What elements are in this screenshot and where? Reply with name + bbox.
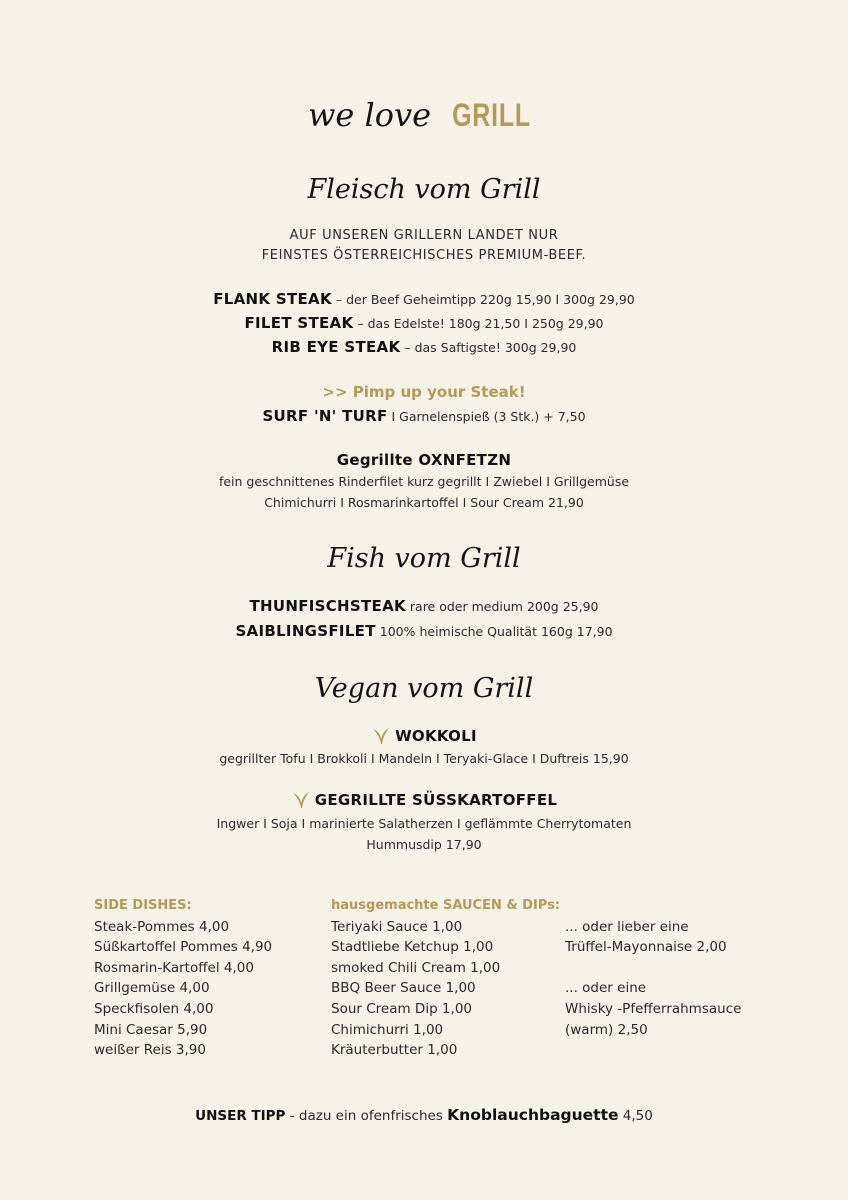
suesskartoffel-desc-line1: Ingwer I Soja I marinierte Salatherzen I geflämmte Cherrytomaten [216, 816, 632, 831]
saucen-heading: hausgemachte SAUCEN & DIPs: [331, 898, 561, 913]
section-heading-fish: Fish vom Grill [327, 543, 521, 574]
title-accent: GRILL [452, 97, 532, 133]
list-item: BBQ Beer Sauce 1,00 [331, 980, 476, 997]
menu-item-thunfischsteak [0, 597, 848, 615]
list-item: Sour Cream Dip 1,00 [331, 1000, 472, 1017]
list-item: Stadtliebe Ketchup 1,00 [331, 939, 494, 956]
page-title [308, 96, 542, 134]
leaf-icon [291, 790, 311, 813]
fleisch-intro [0, 226, 848, 266]
tipp-text: - dazu ein ofenfrisches [285, 1108, 448, 1124]
list-item: Whisky -Pfefferrahmsauce [565, 1000, 742, 1017]
list-item: (warm) 2,50 [565, 1021, 648, 1038]
item-name: SAIBLINGSFILET [235, 622, 376, 640]
item-desc: rare oder medium 200g 25,90 [409, 599, 599, 614]
item-name: RIB EYE STEAK [271, 338, 401, 356]
menu-item-saiblingsfilet [0, 622, 848, 640]
menu-item-wokkoli [0, 726, 848, 749]
section-heading-fleisch: Fleisch vom Grill [307, 174, 541, 205]
tipp-item: Knoblauchbaguette [447, 1106, 619, 1124]
side-dishes-heading: SIDE DISHES: [94, 898, 192, 913]
list-item: Speckfisolen 4,00 [94, 1000, 214, 1017]
intro-line: FEINSTES ÖSTERREICHISCHES PREMIUM-BEEF. [261, 248, 587, 263]
list-item: Grillgemüse 4,00 [94, 980, 210, 997]
item-name: FLANK STEAK [213, 290, 332, 308]
tipp-label: UNSER TIPP [195, 1108, 286, 1124]
tipp-line [0, 1106, 848, 1124]
tipp-price: 4,50 [618, 1108, 653, 1124]
list-item: Trüffel-Mayonnaise 2,00 [565, 939, 727, 956]
item-desc: I Garnelenspieß (3 Stk.) + 7,50 [391, 409, 586, 424]
menu-item-rib-eye-steak [0, 338, 848, 356]
item-name: THUNFISCHSTEAK [249, 597, 406, 615]
list-item: Chimichurri 1,00 [331, 1021, 444, 1038]
spacer [565, 958, 741, 979]
list-item: Kräuterbutter 1,00 [331, 1042, 458, 1059]
wokkoli-desc: gegrillter Tofu I Brokkoli I Mandeln I Teryaki-Glace I Duftreis 15,90 [219, 751, 629, 766]
item-name: FILET STEAK [244, 314, 354, 332]
list-item: Mini Caesar 5,90 [94, 1021, 208, 1038]
saucen-extra-column [565, 917, 741, 1041]
item-name: Gegrillte OXNFETZN [336, 451, 512, 469]
item-desc: – das Edelste! 180g 21,50 I 250g 29,90 [357, 316, 604, 331]
oxn-desc-line1: fein geschnittenes Rinderfilet kurz gegrillt I Zwiebel I Grillgemüse [218, 474, 630, 489]
item-desc: – der Beef Geheimtipp 220g 15,90 I 300g 29,90 [335, 292, 635, 307]
intro-line: AUF UNSEREN GRILLERN LANDET NUR [289, 228, 559, 243]
item-name: GEGRILLTE SÜSSKARTOFFEL [314, 791, 558, 809]
saucen-column [331, 896, 560, 1061]
list-item: ... oder eine [565, 980, 647, 997]
pimp-heading: >> Pimp up your Steak! [322, 383, 526, 401]
item-name: WOKKOLI [395, 727, 477, 745]
menu-item-oxnfetzn [0, 451, 848, 469]
list-item: Teriyaki Sauce 1,00 [331, 918, 463, 935]
list-item: ... oder lieber eine [565, 918, 689, 935]
list-item: Süßkartoffel Pommes 4,90 [94, 939, 273, 956]
menu-item-surf-turf [0, 407, 848, 425]
item-name: SURF 'N' TURF [262, 407, 388, 425]
title-prefix: we love [308, 96, 432, 134]
list-item: weißer Reis 3,90 [94, 1042, 206, 1059]
section-heading-vegan: Vegan vom Grill [314, 673, 534, 704]
item-desc: 100% heimische Qualität 160g 17,90 [379, 624, 613, 639]
menu-item-filet-steak [0, 314, 848, 332]
list-item: Steak-Pommes 4,00 [94, 918, 230, 935]
menu-item-flank-steak [0, 290, 848, 308]
list-item: Rosmarin-Kartoffel 4,00 [94, 959, 254, 976]
menu-item-suesskartoffel [0, 790, 848, 813]
oxn-desc-line2: Chimichurri I Rosmarinkartoffel I Sour Cream 21,90 [264, 495, 584, 510]
side-dishes-column [94, 896, 272, 1061]
item-desc: – das Saftigste! 300g 29,90 [404, 340, 577, 355]
suesskartoffel-desc-line2: Hummusdip 17,90 [366, 837, 482, 852]
list-item: smoked Chili Cream 1,00 [331, 959, 501, 976]
leaf-icon [371, 726, 391, 749]
